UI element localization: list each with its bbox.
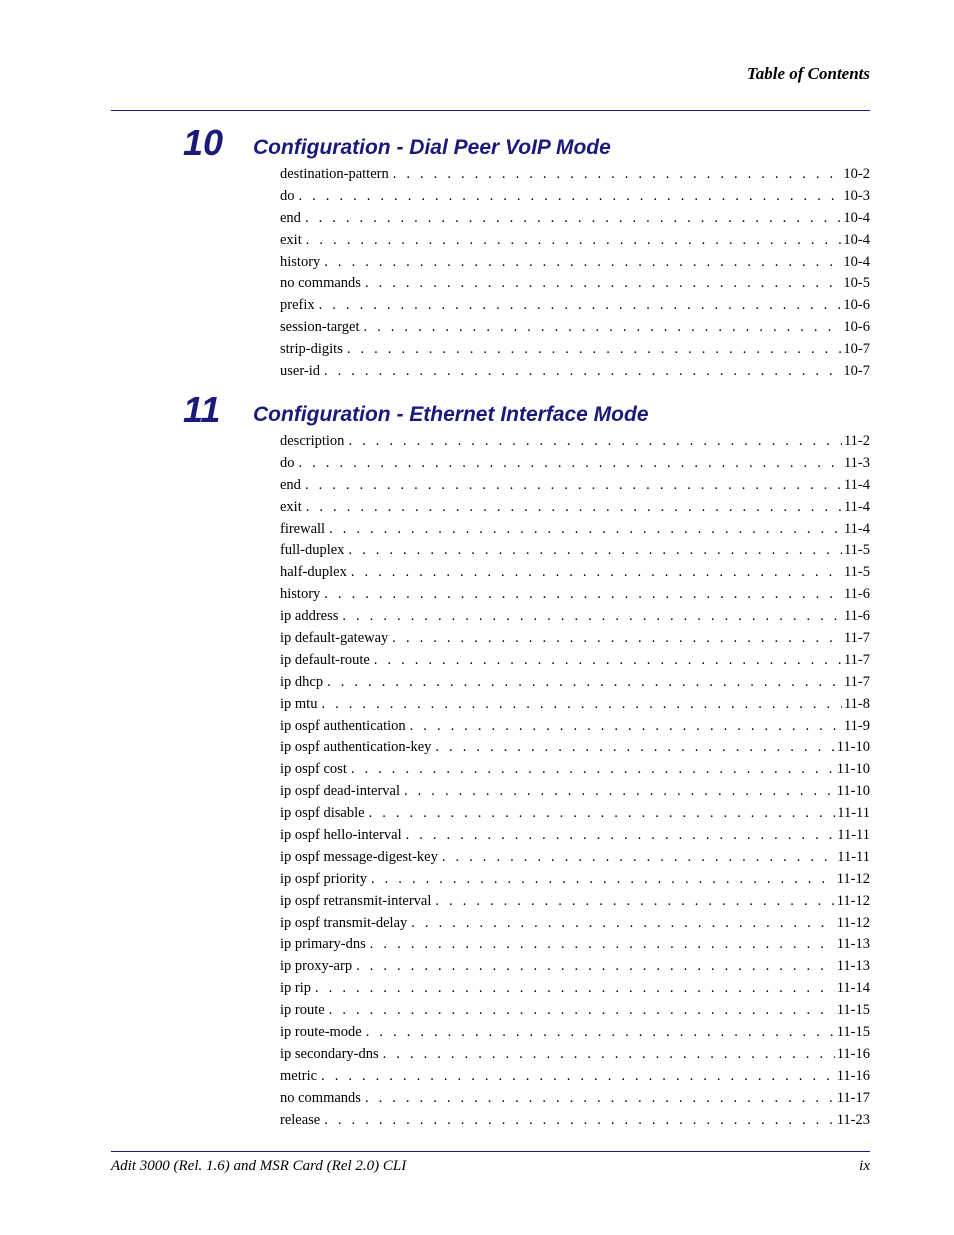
toc-entry[interactable]	[280, 208, 870, 230]
toc-entry-page: 11-7	[842, 628, 870, 650]
toc-entry[interactable]	[280, 628, 870, 650]
toc-entry-page: 11-12	[835, 891, 870, 913]
toc-dot-leader	[410, 716, 842, 738]
toc-dot-leader	[324, 584, 842, 606]
toc-entry-page: 11-23	[835, 1110, 870, 1132]
toc-entry[interactable]	[280, 584, 870, 606]
toc-entry-page: 11-2	[842, 431, 870, 453]
toc-dot-leader	[442, 847, 835, 869]
toc-entry-label: ip secondary-dns	[280, 1045, 379, 1062]
toc-dot-leader	[374, 650, 842, 672]
toc-entry-label: ip ospf message-digest-key	[280, 848, 438, 865]
toc-entry-page: 11-5	[842, 562, 870, 584]
toc-entry[interactable]	[280, 273, 870, 295]
chapter-title[interactable]: Configuration - Dial Peer VoIP Mode	[253, 136, 611, 159]
toc-entry-page: 11-10	[835, 781, 870, 803]
toc-entry-label: do	[280, 454, 295, 471]
toc-entry[interactable]	[280, 1044, 870, 1066]
toc-dot-leader	[383, 1044, 835, 1066]
chapter-11-heading	[0, 389, 954, 432]
toc-entry-page: 11-7	[842, 650, 870, 672]
toc-entry[interactable]	[280, 519, 870, 541]
chapter-10-entries	[280, 164, 870, 383]
toc-entry[interactable]	[280, 716, 870, 738]
toc-entry[interactable]	[280, 759, 870, 781]
toc-entry[interactable]	[280, 361, 870, 383]
toc-dot-leader	[393, 164, 842, 186]
toc-entry-page: 10-3	[841, 186, 870, 208]
toc-entry-label: description	[280, 433, 345, 449]
toc-entry-label: ip default-route	[280, 651, 370, 668]
toc-dot-leader	[363, 317, 841, 339]
chapter-title[interactable]: Configuration - Ethernet Interface Mode	[253, 403, 649, 426]
toc-entry[interactable]	[280, 978, 870, 1000]
toc-entry-label: ip route	[280, 1002, 325, 1019]
toc-dot-leader	[365, 273, 841, 295]
header-rule	[111, 110, 870, 111]
toc-entry-page: 11-4	[842, 519, 870, 541]
toc-entry-page: 11-3	[842, 453, 870, 475]
toc-entry[interactable]	[280, 252, 870, 274]
toc-entry[interactable]	[280, 803, 870, 825]
toc-dot-leader	[411, 913, 834, 935]
toc-entry-label: history	[280, 586, 321, 603]
toc-dot-leader	[342, 606, 842, 628]
toc-entry-label: exit	[280, 231, 302, 248]
toc-dot-leader	[324, 1110, 834, 1132]
toc-entry[interactable]	[280, 339, 870, 361]
toc-dot-leader	[329, 519, 842, 541]
toc-entry-page: 10-2	[841, 164, 870, 186]
toc-dot-leader	[321, 1066, 835, 1088]
toc-entry-label: destination-pattern	[280, 166, 389, 182]
toc-dot-leader	[305, 208, 841, 230]
toc-entry[interactable]	[280, 1110, 870, 1132]
toc-entry-page: 11-4	[842, 475, 870, 497]
toc-entry-label: firewall	[280, 520, 326, 537]
toc-entry-page: 11-5	[842, 540, 870, 562]
toc-dot-leader	[324, 252, 841, 274]
toc-entry-label: ip default-gateway	[280, 630, 389, 647]
toc-dot-leader	[327, 672, 842, 694]
chapter-number: 10	[183, 122, 224, 163]
toc-entry[interactable]	[280, 295, 870, 317]
toc-entry-label: ip ospf dead-interval	[280, 783, 400, 800]
toc-entry-label: ip ospf authentication	[280, 717, 406, 734]
toc-dot-leader	[306, 497, 842, 519]
toc-dot-leader	[299, 186, 842, 208]
toc-dot-leader	[365, 1088, 835, 1110]
toc-entry-page: 11-10	[835, 737, 870, 759]
toc-entry-label: release	[280, 1111, 321, 1128]
toc-entry-page: 11-6	[842, 606, 870, 628]
footer-rule	[111, 1151, 870, 1152]
toc-entry[interactable]	[280, 913, 870, 935]
toc-entry-label: no commands	[280, 275, 361, 292]
toc-entry[interactable]	[280, 431, 870, 453]
toc-entry-label: ip rip	[280, 980, 312, 997]
toc-entry-page: 11-11	[835, 825, 870, 847]
chapter-11-entries	[280, 431, 870, 1132]
toc-entry-page: 11-11	[835, 847, 870, 869]
toc-entry-page: 10-7	[841, 339, 870, 361]
toc-entry-page: 11-4	[842, 497, 870, 519]
toc-entry-label: session-target	[280, 319, 360, 336]
toc-entry-page: 11-14	[835, 978, 870, 1000]
running-head-title: Table of Contents	[746, 64, 870, 83]
toc-entry-label: ip route-mode	[280, 1024, 362, 1041]
toc-entry-page: 11-6	[842, 584, 870, 606]
toc-entry-label: strip-digits	[280, 341, 343, 358]
toc-entry-page: 11-16	[835, 1066, 870, 1088]
toc-entry[interactable]	[280, 737, 870, 759]
toc-entry-page: 11-7	[842, 672, 870, 694]
toc-entry-page: 11-13	[835, 934, 870, 956]
toc-entry[interactable]	[280, 1088, 870, 1110]
toc-entry-page: 10-6	[841, 317, 870, 339]
chapter-number: 11	[183, 389, 221, 430]
toc-entry-page: 11-8	[842, 694, 870, 716]
toc-entry[interactable]	[280, 497, 870, 519]
toc-entry[interactable]	[280, 164, 870, 186]
chapter-10-heading	[0, 122, 954, 165]
toc-entry[interactable]	[280, 1022, 870, 1044]
toc-dot-leader	[321, 694, 841, 716]
toc-entry-label: ip ospf hello-interval	[280, 827, 402, 844]
toc-entry-page: 11-9	[842, 716, 870, 738]
toc-dot-leader	[369, 803, 836, 825]
toc-entry[interactable]	[280, 562, 870, 584]
toc-entry[interactable]	[280, 540, 870, 562]
toc-entry-page: 11-15	[835, 1022, 870, 1044]
toc-entry-label: ip address	[280, 608, 339, 625]
toc-entry-label: ip dhcp	[280, 673, 324, 690]
toc-entry-label: ip mtu	[280, 695, 318, 712]
toc-dot-leader	[348, 540, 842, 562]
toc-entry-label: full-duplex	[280, 542, 345, 559]
toc-entry-label: user-id	[280, 363, 320, 380]
footer-document-title: Adit 3000 (Rel. 1.6) and MSR Card (Rel 2.0) CLI	[111, 1158, 407, 1174]
toc-dot-leader	[406, 825, 836, 847]
toc-entry-page: 10-4	[841, 230, 870, 252]
toc-dot-leader	[435, 737, 834, 759]
toc-entry[interactable]	[280, 694, 870, 716]
toc-entry[interactable]	[280, 672, 870, 694]
toc-dot-leader	[319, 295, 842, 317]
toc-entry-label: ip ospf transmit-delay	[280, 914, 408, 931]
toc-dot-leader	[347, 339, 842, 361]
toc-entry-label: history	[280, 253, 321, 270]
toc-entry[interactable]	[280, 934, 870, 956]
toc-entry-label: ip primary-dns	[280, 936, 366, 953]
toc-entry-label: prefix	[280, 297, 315, 314]
toc-entry[interactable]	[280, 230, 870, 252]
toc-entry[interactable]	[280, 186, 870, 208]
toc-dot-leader	[356, 956, 835, 978]
toc-entry-label: no commands	[280, 1089, 361, 1106]
toc-entry-page: 11-15	[835, 1000, 870, 1022]
toc-entry[interactable]	[280, 891, 870, 913]
toc-entry-page: 11-12	[835, 913, 870, 935]
toc-dot-leader	[315, 978, 835, 1000]
toc-entry-page: 11-17	[835, 1088, 870, 1110]
toc-dot-leader	[351, 759, 835, 781]
toc-entry[interactable]	[280, 475, 870, 497]
toc-entry-label: exit	[280, 498, 302, 515]
toc-entry-label: ip ospf priority	[280, 870, 367, 887]
toc-entry-page: 11-12	[835, 869, 870, 891]
toc-entry[interactable]	[280, 781, 870, 803]
toc-entry[interactable]	[280, 453, 870, 475]
toc-entry[interactable]	[280, 847, 870, 869]
toc-dot-leader	[392, 628, 842, 650]
toc-entry-label: ip proxy-arp	[280, 958, 353, 975]
toc-dot-leader	[305, 475, 842, 497]
toc-dot-leader	[351, 562, 842, 584]
toc-entry-label: ip ospf retransmit-interval	[280, 892, 432, 909]
toc-entry-label: ip ospf disable	[280, 805, 365, 822]
toc-entry-label: ip ospf authentication-key	[280, 739, 432, 756]
toc-entry[interactable]	[280, 650, 870, 672]
toc-entry-page: 11-13	[835, 956, 870, 978]
toc-entry-label: metric	[280, 1067, 318, 1084]
toc-dot-leader	[306, 230, 842, 252]
toc-dot-leader	[348, 431, 842, 453]
toc-entry-page: 11-10	[835, 759, 870, 781]
toc-dot-leader	[299, 453, 842, 475]
toc-entry[interactable]	[280, 956, 870, 978]
toc-entry[interactable]	[280, 1066, 870, 1088]
toc-dot-leader	[435, 891, 834, 913]
toc-dot-leader	[329, 1000, 835, 1022]
toc-entry-label: half-duplex	[280, 564, 347, 581]
toc-entry-page: 11-11	[835, 803, 870, 825]
footer-page-number: ix	[859, 1158, 870, 1174]
toc-dot-leader	[371, 869, 835, 891]
toc-entry-page: 10-4	[841, 252, 870, 274]
toc-entry-page: 10-5	[841, 273, 870, 295]
toc-entry-label: end	[280, 476, 301, 493]
toc-dot-leader	[404, 781, 835, 803]
toc-entry[interactable]	[280, 606, 870, 628]
toc-dot-leader	[324, 361, 841, 383]
toc-entry-page: 10-6	[841, 295, 870, 317]
toc-entry-label: do	[280, 187, 295, 204]
toc-dot-leader	[370, 934, 835, 956]
toc-entry[interactable]	[280, 825, 870, 847]
toc-entry[interactable]	[280, 1000, 870, 1022]
toc-entry-label: ip ospf cost	[280, 761, 347, 778]
toc-entry[interactable]	[280, 317, 870, 339]
toc-entry-label: end	[280, 209, 301, 226]
toc-entry[interactable]	[280, 869, 870, 891]
toc-entry-page: 11-16	[835, 1044, 870, 1066]
toc-dot-leader	[366, 1022, 835, 1044]
toc-entry-page: 10-7	[841, 361, 870, 383]
toc-entry-page: 10-4	[841, 208, 870, 230]
